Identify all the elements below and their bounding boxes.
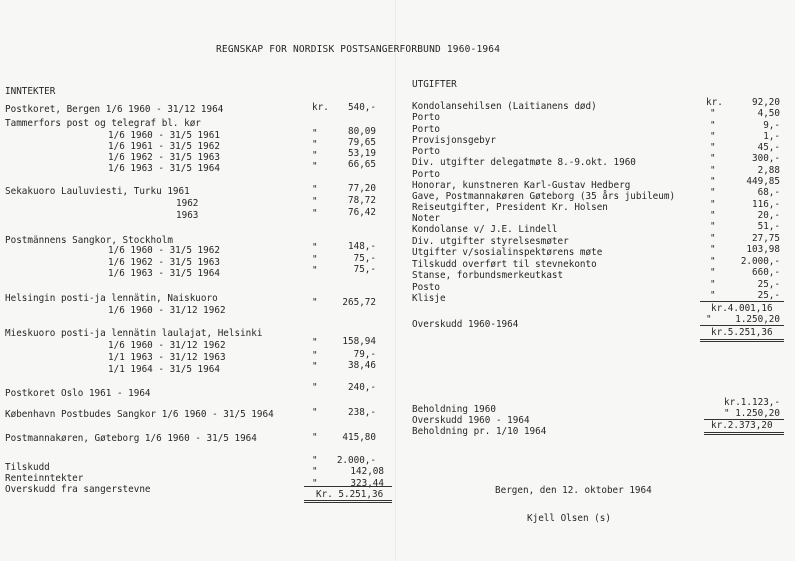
expense-line-mark: ": [710, 290, 716, 301]
expense-total-rule: [700, 325, 784, 326]
income-line-amount: 540,-: [348, 102, 376, 113]
expense-line-label: Stanse, forbundsmerkeutkast: [412, 270, 564, 281]
income-line-amount: 323,44: [350, 478, 384, 489]
income-line-amount: 142,08: [350, 466, 384, 477]
income-heading: INNTEKTER: [5, 86, 56, 97]
income-line-amount: 79,65: [348, 137, 376, 148]
expense-line-label: Posto: [412, 282, 440, 293]
balance-final-label: Beholdning pr. 1/10 1964: [412, 426, 547, 437]
income-line-mark: ": [312, 161, 318, 172]
expense-line-mark: ": [710, 131, 716, 142]
income-line-mark: ": [312, 184, 318, 195]
income-line-mark: ": [312, 208, 318, 219]
expense-line-label: Kondolanse v/ J.E. Lindell: [412, 224, 558, 235]
expense-line-mark: ": [710, 279, 716, 290]
expense-double-rule-2: [700, 341, 784, 342]
surplus-amount: 1.250,20: [735, 314, 780, 325]
expense-line-amount: 45,-: [757, 142, 780, 153]
expense-line-amount: 68,-: [757, 187, 780, 198]
income-line-amount: 76,42: [348, 207, 376, 218]
expense-line-label: Tilskudd overført til stevnekonto: [412, 259, 597, 270]
expense-line-mark: ": [710, 142, 716, 153]
income-line-label: Mieskuoro posti-ja lennätin laulajat, Helsinki: [5, 328, 263, 339]
balance-line-amount: kr.1.123,-: [724, 397, 780, 408]
surplus-label: Overskudd 1960-1964: [412, 319, 519, 330]
expense-line-label: Div. utgifter styrelsesmøter: [412, 236, 569, 247]
income-line-amount: 77,20: [348, 183, 376, 194]
expense-line-mark: ": [710, 221, 716, 232]
expense-line-mark: ": [710, 256, 716, 267]
expense-double-rule-1: [700, 339, 784, 340]
expense-line-label: Porto: [412, 112, 440, 123]
income-line-amount: 415,80: [342, 432, 376, 443]
expense-subtotal: kr.4.001,16: [711, 303, 773, 314]
expense-line-label: Utgifter v/sosialinspektørens møte: [412, 247, 603, 258]
income-line-mark: ": [312, 196, 318, 207]
expense-line-amount: 20,-: [757, 210, 780, 221]
balance-final-amount: kr.2.373,20: [711, 420, 773, 431]
income-line-label: 1/6 1960 - 31/5 1962: [108, 245, 220, 256]
income-line-label: 1/6 1961 - 31/5 1962: [108, 141, 220, 152]
income-line-mark: ": [312, 297, 318, 308]
expense-line-amount: 2,88: [757, 165, 780, 176]
expense-line-mark: ": [710, 199, 716, 210]
expense-line-amount: 25,-: [757, 279, 780, 290]
income-line-amount: 38,46: [348, 360, 376, 371]
page-fold: [395, 0, 396, 561]
expense-line-amount: 2.000,-: [740, 256, 780, 267]
expense-line-mark: ": [710, 233, 716, 244]
expense-line-label: Klisje: [412, 293, 446, 304]
balance-double-rule-1: [704, 432, 784, 433]
income-line-label: 1/6 1963 - 31/5 1964: [108, 163, 220, 174]
income-line-label: 1/6 1960 - 31/5 1961: [108, 130, 220, 141]
expense-line-mark: ": [710, 165, 716, 176]
expense-line-amount: 92,20: [752, 97, 780, 108]
income-line-mark: ": [312, 432, 318, 443]
balance-line-amount: " 1.250,20: [724, 408, 780, 419]
expense-line-mark: ": [710, 120, 716, 131]
income-line-amount: 75,-: [353, 264, 376, 275]
income-line-label: Sekakuoro Lauluviesti, Turku 1961: [5, 186, 190, 197]
income-line-amount: 66,65: [348, 159, 376, 170]
income-line-label: København Postbudes Sangkor 1/6 1960 - 31/5 1964: [5, 409, 274, 420]
income-line-label: 1/6 1960 - 31/12 1962: [108, 340, 226, 351]
income-line-label: Tammerfors post og telegraf bl. kør: [5, 118, 201, 129]
income-line-mark: ": [312, 350, 318, 361]
expense-line-amount: 660,-: [752, 267, 780, 278]
income-line-mark: ": [312, 128, 318, 139]
expense-line-label: Gave, Postmannakøren Gøteborg (35 års jubileum): [412, 191, 676, 202]
income-line-amount: 158,94: [342, 336, 376, 347]
income-line-label: 1/1 1963 - 31/12 1963: [108, 352, 226, 363]
balance-line-label: Beholdning 1960: [412, 404, 496, 415]
expense-line-amount: 9,-: [763, 120, 780, 131]
balance-line-label: Overskudd 1960 - 1964: [412, 415, 530, 426]
expense-line-mark: ": [710, 108, 716, 119]
expense-subtotal-rule: [700, 301, 784, 302]
income-line-label: 1963: [176, 210, 199, 221]
income-line-amount: 148,-: [348, 241, 376, 252]
income-line-amount: 53,19: [348, 148, 376, 159]
income-line-mark: ": [312, 478, 318, 489]
expense-line-label: Porto: [412, 146, 440, 157]
income-line-amount: 79,-: [353, 349, 376, 360]
income-line-label: 1/1 1964 - 31/5 1964: [108, 364, 220, 375]
expense-line-label: Reiseutgifter, President Kr. Holsen: [412, 202, 608, 213]
income-line-label: Helsingin posti-ja lennätin, Naiskuoro: [5, 293, 218, 304]
income-line-mark: ": [312, 407, 318, 418]
place-date: Bergen, den 12. oktober 1964: [495, 485, 652, 496]
expense-line-label: Div. utgifter delegatmøte 8.-9.okt. 1960: [412, 157, 636, 168]
expense-line-label: Noter: [412, 213, 440, 224]
expense-line-label: Provisjonsgebyr: [412, 135, 496, 146]
income-line-label: 1/6 1960 - 31/12 1962: [108, 305, 226, 316]
income-line-mark: ": [312, 265, 318, 276]
income-line-amount: 78,72: [348, 195, 376, 206]
expense-line-mark: kr.: [706, 97, 723, 108]
income-line-label: 1/6 1962 - 31/5 1963: [108, 257, 220, 268]
expenses-heading: UTGIFTER: [412, 79, 457, 90]
expense-line-label: Porto: [412, 169, 440, 180]
income-double-rule-2: [304, 502, 392, 503]
income-line-amount: 240,-: [348, 382, 376, 393]
income-double-rule-1: [304, 500, 392, 501]
income-total-rule: [304, 486, 392, 487]
expense-line-amount: 51,-: [757, 221, 780, 232]
expense-total: kr.5.251,36: [711, 327, 773, 338]
income-line-mark: ": [312, 337, 318, 348]
income-line-mark: ": [312, 150, 318, 161]
expense-line-label: Kondolansehilsen (Laitianens død): [412, 101, 597, 112]
expense-line-amount: 4,50: [757, 108, 780, 119]
balance-double-rule-2: [704, 434, 784, 435]
income-line-mark: ": [312, 242, 318, 253]
expense-line-amount: 300,-: [752, 153, 780, 164]
income-line-mark: ": [312, 254, 318, 265]
income-line-amount: 238,-: [348, 407, 376, 418]
income-line-label: Postmannakøren, Gøteborg 1/6 1960 - 31/5 1964: [5, 433, 257, 444]
income-line-label: 1962: [176, 198, 199, 209]
expense-line-amount: 25,-: [757, 290, 780, 301]
income-line-mark: ": [312, 139, 318, 150]
surplus-mark: ": [706, 314, 712, 325]
expense-line-mark: ": [710, 244, 716, 255]
income-line-label: 1/6 1962 - 31/5 1963: [108, 152, 220, 163]
expense-line-mark: ": [710, 210, 716, 221]
income-line-amount: 80,09: [348, 126, 376, 137]
income-line-mark: ": [312, 361, 318, 372]
expense-line-mark: ": [710, 187, 716, 198]
expense-line-amount: 103,98: [746, 244, 780, 255]
expense-line-amount: 27,75: [752, 233, 780, 244]
income-line-label: Overskudd fra sangerstevne: [5, 484, 151, 495]
income-line-amount: 2.000,-: [336, 455, 376, 466]
income-line-amount: 265,72: [342, 297, 376, 308]
income-total: Kr. 5.251,36: [316, 489, 384, 500]
income-line-label: Renteinntekter: [5, 473, 84, 484]
expense-line-mark: ": [710, 176, 716, 187]
expense-line-label: Porto: [412, 124, 440, 135]
income-line-mark: ": [312, 382, 318, 393]
expense-line-amount: 116,-: [752, 199, 780, 210]
expense-line-mark: ": [710, 267, 716, 278]
income-line-mark: kr.: [312, 102, 329, 113]
income-line-label: 1/6 1963 - 31/5 1964: [108, 268, 220, 279]
income-line-mark: ": [312, 466, 318, 477]
document-title: REGNSKAP FOR NORDISK POSTSANGERFORBUND 1960-1964: [216, 44, 501, 55]
income-line-label: Tilskudd: [5, 462, 50, 473]
income-line-label: Postmännens Sangkor, Stockholm: [5, 235, 173, 246]
expense-line-amount: 449,85: [746, 176, 780, 187]
income-line-label: Postkoret, Bergen 1/6 1960 - 31/12 1964: [5, 104, 224, 115]
income-line-label: Postkoret Oslo 1961 - 1964: [5, 388, 151, 399]
expense-line-label: Honorar, kunstneren Karl-Gustav Hedberg: [412, 180, 631, 191]
income-line-amount: 75,-: [353, 253, 376, 264]
expense-line-amount: 1,-: [763, 131, 780, 142]
signature-name: Kjell Olsen (s): [527, 513, 611, 524]
expense-line-mark: ": [710, 153, 716, 164]
income-line-mark: ": [312, 455, 318, 466]
